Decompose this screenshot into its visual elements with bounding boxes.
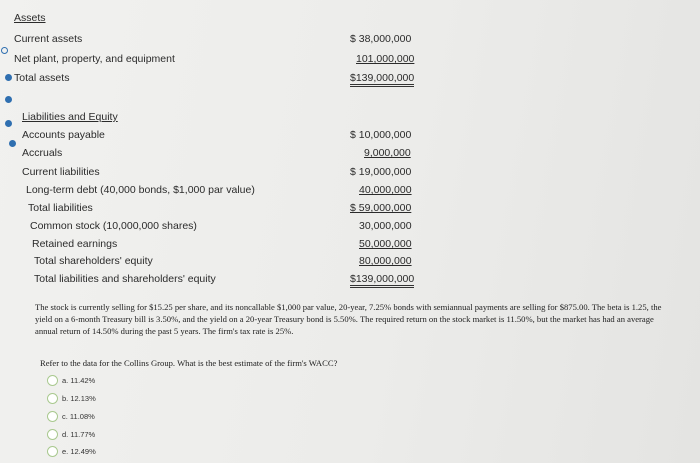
answer-option-c[interactable] [47, 411, 95, 422]
problem-paragraph: The stock is currently selling for $15.25 per share, and its noncallable $1,000 par value, 20-year, 7.25% bonds with semiannual payments are selling for $875.00. The beta is 1.25, the yield on a 6-month Treasury bill is 3.50%, and the yield on a 20-year Treasury bond is 5.50%. The required return on the stock market is 11.50%, but the market has had an average annual return of 14.50% during the past 5 years. The firm's tax rate is 25%. [35, 302, 662, 336]
long-term-debt-label: Long-term debt (40,000 bonds, $1,000 par value) [26, 184, 255, 196]
accounts-payable-amount: $ 10,000,000 [350, 129, 412, 141]
radio-icon[interactable] [47, 393, 58, 404]
common-stock-amount: 30,000,000 [359, 220, 412, 232]
current-liabilities-label: Current liabilities [22, 166, 100, 178]
radio-icon[interactable] [47, 375, 58, 386]
total-liabilities-label: Total liabilities [28, 202, 93, 214]
liabilities-title: Liabilities and Equity [22, 111, 118, 123]
radio-icon[interactable] [47, 446, 58, 457]
total-liabilities-equity-label: Total liabilities and shareholders' equity [34, 273, 216, 285]
shareholders-equity-amount: 80,000,000 [359, 255, 412, 267]
answer-option-e[interactable] [47, 446, 96, 457]
answer-option-label: d. 11.77% [62, 430, 96, 439]
answer-option-label: a. 11.42% [62, 376, 96, 385]
total-liabilities-equity-amount: $139,000,000 [350, 273, 414, 288]
answer-option-d[interactable] [47, 429, 95, 440]
current-assets-label: Current assets [14, 33, 83, 45]
current-assets-amount: $ 38,000,000 [350, 33, 412, 45]
answer-option-a[interactable] [47, 375, 95, 386]
answer-option-label: c. 11.08% [62, 412, 95, 421]
current-liabilities-amount: $ 19,000,000 [350, 166, 412, 178]
bullet-icon [1, 47, 8, 54]
bullet-icon [5, 74, 12, 81]
accruals-amount: 9,000,000 [364, 147, 411, 159]
net-plant-label: Net plant, property, and equipment [14, 53, 175, 65]
net-plant-amount: 101,000,000 [356, 53, 415, 65]
answer-option-label: b. 12.13% [62, 394, 96, 403]
total-assets-label: Total assets [14, 72, 70, 84]
radio-icon[interactable] [47, 429, 58, 440]
radio-icon[interactable] [47, 411, 58, 422]
retained-earnings-amount: 50,000,000 [359, 238, 412, 250]
common-stock-label: Common stock (10,000,000 shares) [30, 220, 197, 232]
total-assets-amount: $139,000,000 [350, 72, 414, 87]
bullet-icon [5, 120, 12, 127]
accounts-payable-label: Accounts payable [22, 129, 105, 141]
shareholders-equity-label: Total shareholders' equity [34, 255, 153, 267]
answer-option-b[interactable] [47, 393, 96, 404]
assets-title: Assets [14, 12, 46, 24]
bullet-icon [9, 140, 16, 147]
answer-option-label: e. 12.49% [62, 447, 96, 456]
retained-earnings-label: Retained earnings [32, 238, 118, 250]
bullet-icon [5, 96, 12, 103]
accruals-label: Accruals [22, 147, 63, 159]
total-liabilities-amount: $ 59,000,000 [350, 202, 412, 214]
question-text: Refer to the data for the Collins Group. What is the best estimate of the firm's WACC? [40, 358, 338, 368]
long-term-debt-amount: 40,000,000 [359, 184, 412, 196]
